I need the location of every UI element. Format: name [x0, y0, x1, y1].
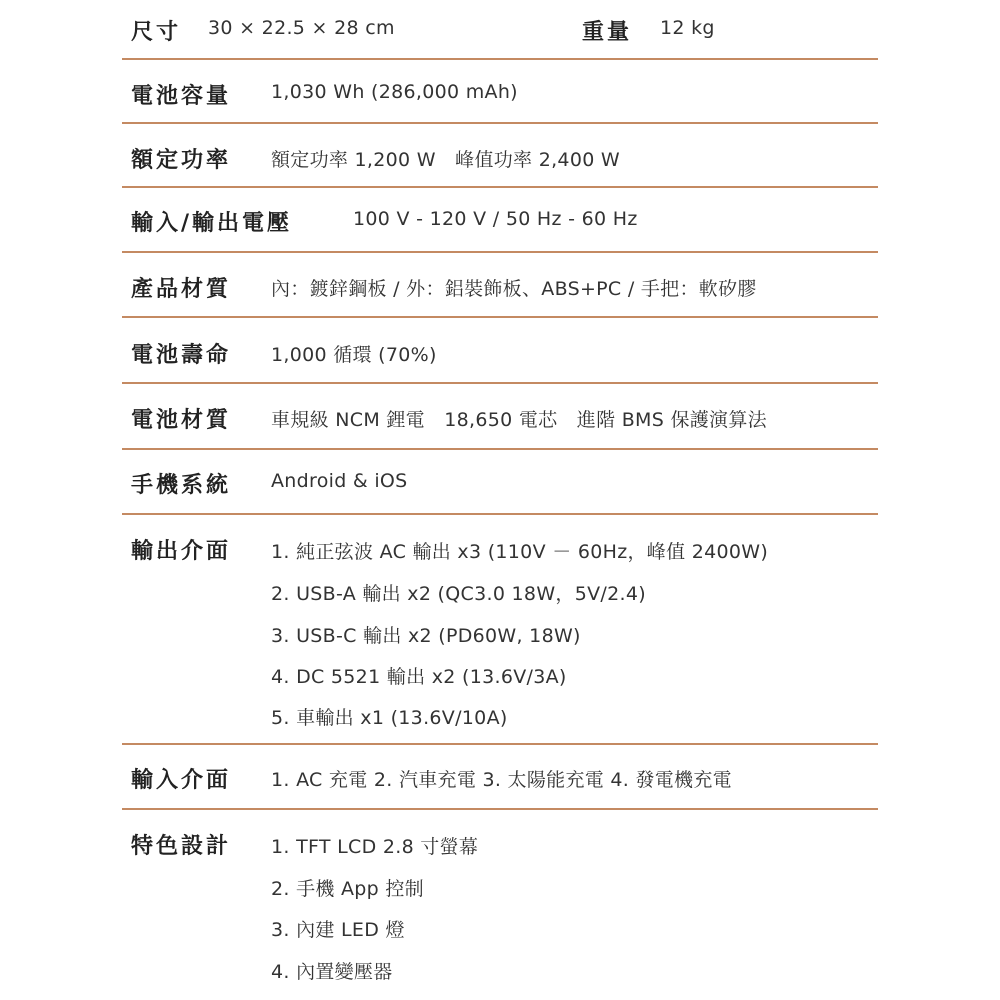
divider	[122, 186, 878, 188]
battery-life-value: 1,000 循環 (70%)	[271, 344, 437, 366]
divider	[122, 513, 878, 515]
battery-life-label: 電池壽命	[131, 343, 232, 368]
output-interface-item: 3. USB-C 輸出 x2 (PD60W, 18W)	[271, 625, 581, 647]
battery-material-label: 電池材質	[131, 408, 232, 433]
mobile-system-value: Android & iOS	[271, 470, 408, 492]
features-item: 4. 內置變壓器	[271, 961, 393, 983]
divider	[122, 316, 878, 318]
divider	[122, 58, 878, 60]
output-interface-item: 4. DC 5521 輸出 x2 (13.6V/3A)	[271, 666, 567, 688]
battery-capacity-value: 1,030 Wh (286,000 mAh)	[271, 81, 518, 103]
divider	[122, 382, 878, 384]
size-value: 30 × 22.5 × 28 cm	[208, 17, 395, 39]
features-item: 1. TFT LCD 2.8 寸螢幕	[271, 836, 479, 858]
mobile-system-label: 手機系統	[131, 473, 232, 498]
rated-power-label: 額定功率	[131, 148, 232, 173]
features-item: 2. 手機 App 控制	[271, 878, 424, 900]
features-item: 3. 內建 LED 燈	[271, 919, 405, 941]
divider	[122, 448, 878, 450]
io-voltage-value: 100 V - 120 V / 50 Hz - 60 Hz	[353, 208, 638, 230]
battery-capacity-label: 電池容量	[131, 84, 232, 109]
io-voltage-label: 輸入/輸出電壓	[131, 211, 293, 236]
features-label: 特色設計	[131, 834, 232, 859]
material-value: 內：鍍鋅鋼板 / 外：鋁裝飾板、ABS+PC / 手把：軟矽膠	[271, 278, 757, 300]
output-interface-item: 1. 純正弦波 AC 輸出 x3 (110V － 60Hz，峰值 2400W)	[271, 541, 769, 563]
weight-label: 重量	[582, 20, 633, 45]
output-interface-item: 5. 車輸出 x1 (13.6V/10A)	[271, 707, 508, 729]
divider	[122, 808, 878, 810]
output-interface-label: 輸出介面	[131, 539, 232, 564]
material-label: 產品材質	[131, 277, 232, 302]
input-interface-label: 輸入介面	[131, 768, 232, 793]
divider	[122, 122, 878, 124]
divider	[122, 251, 878, 253]
size-label: 尺寸	[131, 20, 182, 45]
input-interface-value: 1. AC 充電 2. 汽車充電 3. 太陽能充電 4. 發電機充電	[271, 769, 732, 791]
rated-power-value: 額定功率 1,200 W 峰值功率 2,400 W	[271, 149, 621, 171]
battery-material-value: 車規級 NCM 鋰電 18,650 電芯 進階 BMS 保護演算法	[271, 409, 767, 431]
weight-value: 12 kg	[660, 17, 715, 39]
output-interface-item: 2. USB-A 輸出 x2 (QC3.0 18W，5V/2.4)	[271, 583, 646, 605]
divider	[122, 743, 878, 745]
